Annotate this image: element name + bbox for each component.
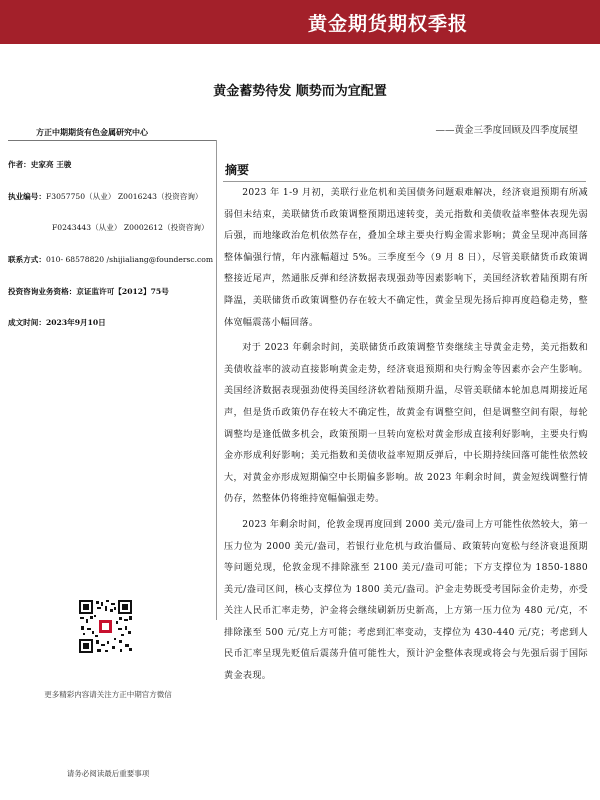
abstract-divider <box>223 181 586 182</box>
abstract-heading: 摘要 <box>225 163 250 177</box>
abstract-paragraph: 2023 年剩余时间，伦敦金现再度回到 2000 美元/盎司上方可能性依然较大，第一压力位为 2000 美元/盎司，若银行业危机与政治僵局、政策转向宽松与经济衰退预期等问题兑现，伦敦金现不排除涨至 2100 美元/盎司可能；下方支撑位为 1850-1880 美元/盎司区间，核心支撑位为 1800 美元/盎司。沪金走势既受考国际金价走势，亦受关注人民币汇率走势，沪金将会继续刷新历史新高，上方第一压力位为 480 元/克，不排除涨至 500 元/克上方可能；考虑到汇率变动，支撑位为 430-440 元/克；考虑到人民币汇率呈现先贬值后震荡升值可能性大，预计沪金整体表现或将会与先强后弱于国际黄金表现。 <box>224 519 588 682</box>
abstract-paragraph: 2023 年 1-9 月初，美联行业危机和美国债务问题艰难解决，经济衰退预期有所减弱但未结束，美联储货币政策调整预期迅速转变，美元指数和美债收益率整体表现先弱后强，而地缘政治危机依然存在，叠加全球主要央行购金需求影响；黄金呈现冲高回落整体偏强行情，年内涨幅超过 5%。三季度至今（9 月 8 日），尽管美联储货币政策调整接近尾声，然通胀反弹和经济数据表现强劲等因素影响下，美国经济软着陆预期有所降温，美联储货币政策调整仍存在较大不确定性，黄金呈现先扬后抑再度趋稳走势，整体宽幅震荡小幅回落。 <box>224 188 588 328</box>
license-value-2: F0243443（从业） Z0002612（投资咨询） <box>52 223 209 232</box>
license-row-2 <box>52 222 209 233</box>
report-subtitle: ——黄金三季度回顾及四季度展望 <box>435 125 578 136</box>
authors-label: 作者： <box>8 160 31 169</box>
qr-code-icon <box>79 600 132 653</box>
sidebar-divider <box>8 140 216 141</box>
contact-label: 联系方式： <box>8 255 46 264</box>
sidebar <box>0 0 215 800</box>
report-title: 黄金蓄势待发 顺势而为宜配置 <box>213 84 387 99</box>
authors-value: 史家亮 王骏 <box>30 160 72 169</box>
license-row <box>8 191 203 202</box>
research-center: 方正中期期货有色金属研究中心 <box>36 127 148 137</box>
qr-caption: 更多精彩内容请关注方正中期官方微信 <box>44 690 172 699</box>
authors-row <box>8 159 71 170</box>
license-value-1: F3057750（从业） Z0016243（投资咨询） <box>45 192 203 201</box>
qualification-label: 投资咨询业务资格： <box>8 287 77 296</box>
qualification-value: 京证监许可【2012】75号 <box>76 287 169 296</box>
date-row <box>8 317 106 328</box>
contact-value: 010- 68578820 /shijialiang@foundersc.com <box>45 255 214 264</box>
abstract-paragraph: 对于 2023 年剩余时间，美联储货币政策调整节奏继续主导黄金走势，美元指数和美债收益率的波动直接影响黄金走势，经济衰退预期和央行购金等因素亦会产生影响。美国经济数据表现强劲使得美国经济软着陆预期升温，尽管美联储本轮加息周期接近尾声，但是货币政策仍存在较大不确定性，故黄金有调整空间，但是调整空间有限，每轮调整均是逢低做多机会，政策预期一旦转向宽松对黄金形成直接利好影响，主要央行购金亦形成利好影响；美元指数和美债收益率短期反弹后，中长期持续回落可能性依然较大，对黄金亦形成短期偏空中长期偏多影响。故 2023 年剩余时间，黄金短线调整行情仍存，然整体仍将维持宽幅偏强走势。 <box>224 343 588 505</box>
date-label: 成文时间： <box>8 318 46 327</box>
wechat-qr-code[interactable] <box>79 600 132 653</box>
column-divider <box>216 140 217 620</box>
abstract-content <box>224 183 588 692</box>
date-value: 2023年9月10日 <box>45 318 106 327</box>
qualification-row <box>8 286 169 297</box>
disclaimer-link[interactable]: 请务必阅读最后重要事项 <box>66 769 150 778</box>
contact-row <box>8 254 213 265</box>
header-title: 黄金期货期权季报 <box>307 13 468 35</box>
license-label: 执业编号： <box>8 192 46 201</box>
